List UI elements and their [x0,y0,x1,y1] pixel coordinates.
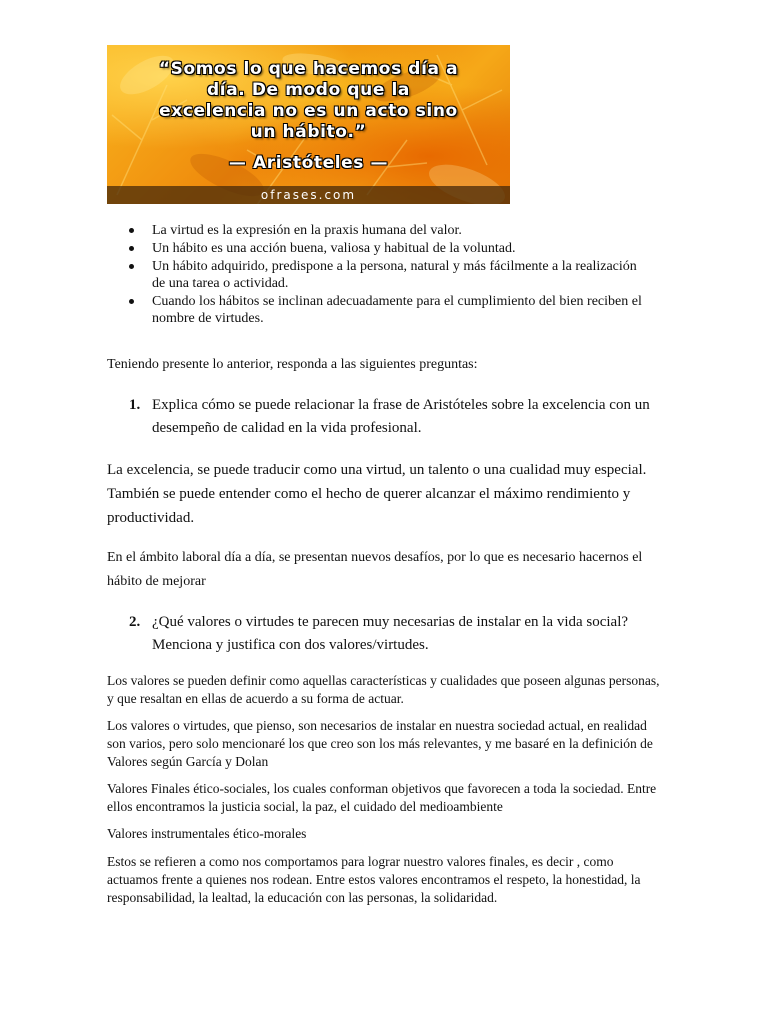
bullet-icon [129,299,134,304]
answer-paragraph: Valores instrumentales ético-morales [107,826,307,841]
bullet-text: Un hábito adquirido, predispone a la persona, natural y más fácilmente a la realización de una tarea o actividad. [152,259,637,291]
answer-paragraph: Los valores o virtudes, que pienso, son necesarios de instalar en nuestra sociedad actual, en realidad son varios, pero solo mencionaré los que creo son los más relevantes, y me basaré en la definición de Valores según García y Dolan [107,718,653,769]
answer-paragraph: La excelencia, se puede traducir como una virtud, un talento o una cualidad muy especial. También se puede entender como el hecho de querer alcanzar el máximo rendimiento y productividad. [107,462,647,526]
quote-text: “Somos lo que hacemos día a día. De modo que la excelencia no es un acto sino un hábito.” [158,59,459,142]
question-text: Explica cómo se puede relacionar la frase de Aristóteles sobre la excelencia con un desempeño de calidad en la vida profesional. [152,397,650,436]
list-item [129,258,649,292]
intro-paragraph: Teniendo presente lo anterior, responda a las siguientes preguntas: [107,357,478,372]
answer-paragraph: En el ámbito laboral día a día, se presentan nuevos desafíos, por lo que es necesario hacernos el hábito de mejorar [107,550,643,589]
list-item [129,222,649,239]
bullet-icon [129,264,134,269]
bullet-icon [129,246,134,251]
bullet-text: La virtud es la expresión en la praxis humana del valor. [152,223,462,238]
bullet-text: Un hábito es una acción buena, valiosa y habitual de la voluntad. [152,241,516,256]
list-item [129,293,649,327]
quote-image [107,45,510,204]
bullet-text: Cuando los hábitos se inclinan adecuadamente para el cumplimiento del bien reciben el nombre de virtudes. [152,294,642,326]
bullet-icon [129,228,134,233]
question-number: 2. [129,614,141,630]
source-watermark: ofrases.com [107,186,510,204]
list-item [129,240,649,257]
question-number: 1. [129,397,141,413]
answer-paragraph: Valores Finales ético-sociales, los cuales conforman objetivos que favorecen a toda la sociedad. Entre ellos encontramos la justicia social, la paz, el cuidado del medioambiente [107,781,657,814]
bullet-list [129,222,649,328]
question-text: ¿Qué valores o virtudes te parecen muy necesarias de instalar en la vida social? Menciona y justifica con dos valores/virtudes. [152,614,629,653]
answer-paragraph: Los valores se pueden definir como aquellas características y cualidades que poseen algunas personas, y que resaltan en ellas de acuerdo a su forma de actuar. [107,673,660,706]
quote-author: — Aristóteles — [228,153,389,173]
answer-paragraph: Estos se refieren a como nos comportamos para lograr nuestro valores finales, es decir , como actuamos frente a quienes nos rodean. Entre estos valores encontramos el respeto, la honestidad, la responsabilidad, la lealtad, la educación con las personas, la solidaridad. [107,854,641,905]
